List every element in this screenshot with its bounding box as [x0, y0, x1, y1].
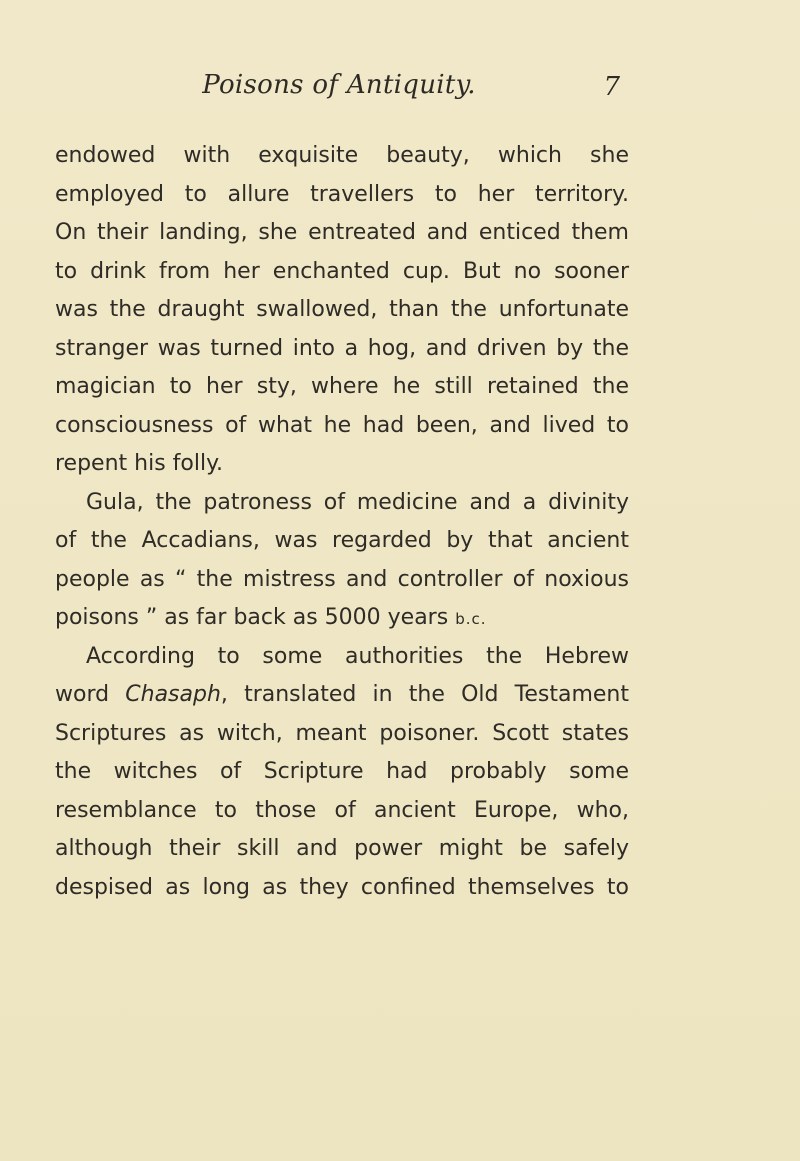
text-fragment: poisons ” as far back as 5000 years — [55, 605, 449, 630]
text-line: stranger was turned into a hog, and driven by the — [55, 335, 629, 361]
running-head — [52, 70, 626, 114]
page-number: 7 — [603, 72, 620, 102]
text-line: repent his folly. — [55, 451, 223, 476]
text-line: people as “ the mistress and controller of noxious — [55, 566, 629, 592]
text-line — [55, 676, 629, 715]
text-fragment: word — [55, 682, 110, 707]
text-line: employed to allure travellers to her territory. — [55, 181, 629, 207]
text-line: On their landing, she entreated and enticed them — [55, 220, 629, 245]
text-line: According to some authorities the Hebrew — [86, 643, 629, 669]
italic-term: Chasaph — [125, 682, 221, 707]
text-fragment: , translated in the Old Testament — [220, 682, 629, 707]
text-line: despised as long as they confined themselves to — [55, 874, 629, 900]
text-line: to drink from her enchanted cup. But no sooner — [55, 258, 629, 284]
text-line: endowed with exquisite beauty, which she — [55, 143, 629, 168]
text-line — [55, 599, 629, 638]
text-line: Scriptures as witch, meant poisoner. Scott states — [55, 720, 629, 746]
running-title: Poisons of Antiquity. — [202, 70, 476, 100]
text-line: magician to her sty, where he still retained the — [55, 374, 629, 399]
text-line: the witches of Scripture had probably some — [55, 759, 629, 784]
body-text — [55, 137, 629, 907]
text-line: of the Accadians, was regarded by that ancient — [55, 528, 629, 553]
bc-abbreviation: b.c. — [455, 610, 487, 628]
text-line: consciousness of what he had been, and lived to — [55, 412, 629, 438]
text-line: resemblance to those of ancient Europe, who, — [55, 797, 629, 823]
text-line: Gula, the patroness of medicine and a divinity — [86, 489, 629, 515]
text-line: although their skill and power might be safely — [55, 836, 629, 861]
text-line: was the draught swallowed, than the unfortunate — [55, 297, 629, 322]
